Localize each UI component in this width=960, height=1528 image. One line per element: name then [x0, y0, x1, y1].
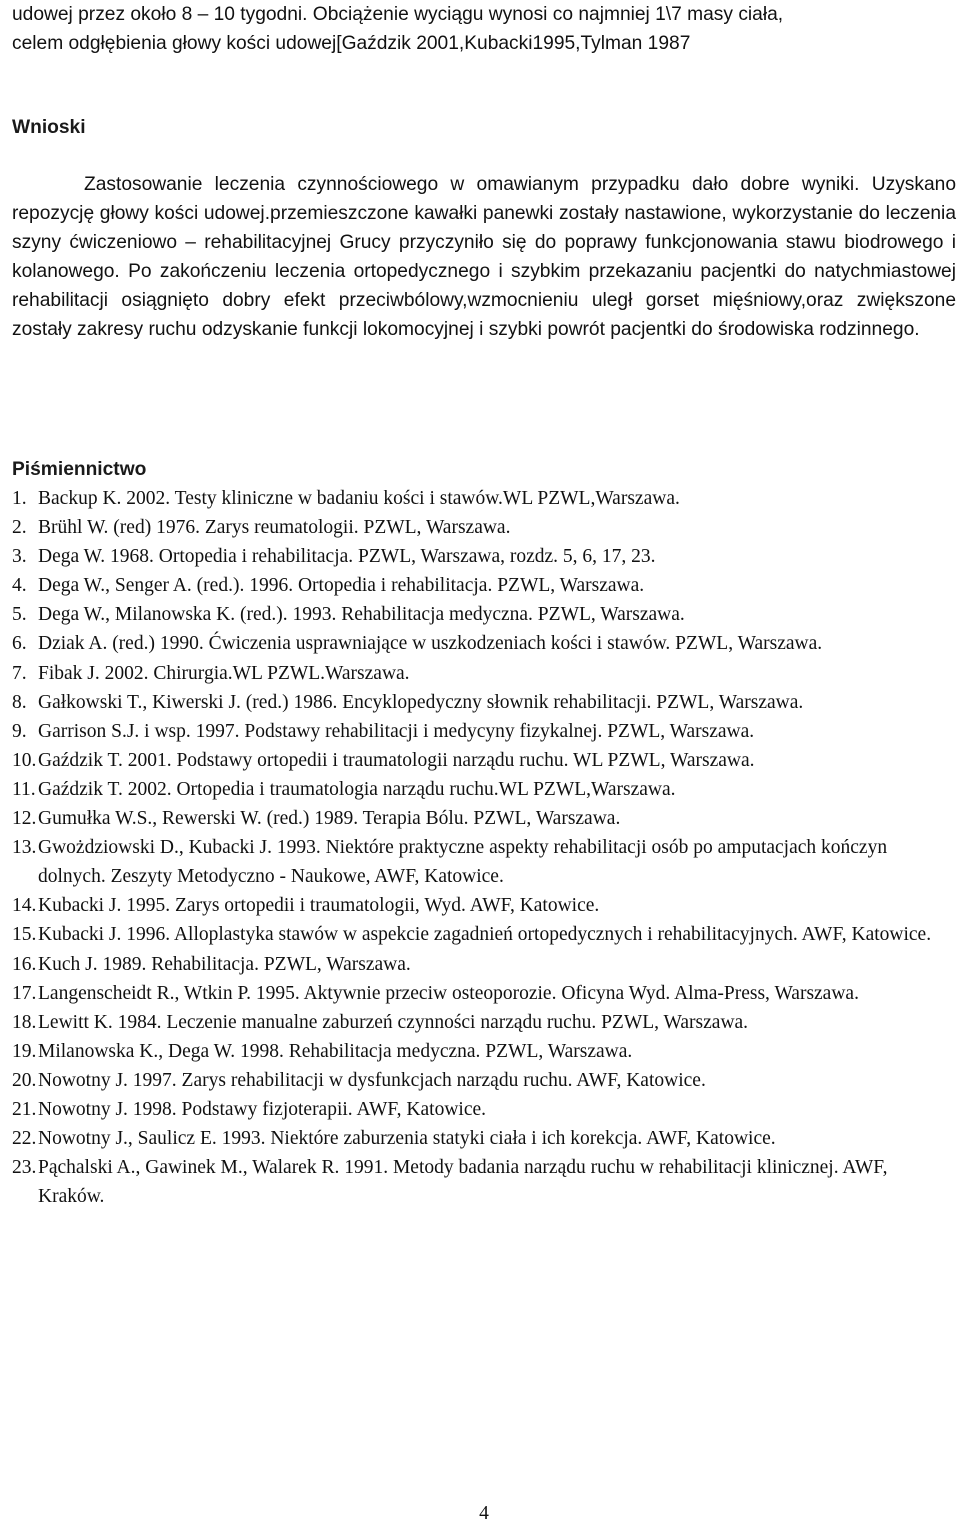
reference-text: Dega W., Senger A. (red.). 1996. Ortopedia i rehabilitacja. PZWL, Warszawa.: [38, 575, 645, 597]
reference-number: 4.: [12, 575, 27, 597]
reference-item: [12, 979, 956, 1008]
reference-number: 16.: [12, 953, 37, 975]
reference-text: Lewitt K. 1984. Leczenie manualne zaburzeń czynności narządu ruchu. PZWL, Warszawa.: [38, 1011, 749, 1033]
reference-number: 20.: [12, 1069, 37, 1091]
reference-item: [12, 1008, 956, 1037]
reference-text: Nowotny J. 1997. Zarys rehabilitacji w dysfunkcjach narządu ruchu. AWF, Katowice.: [38, 1069, 706, 1091]
reference-text: Dega W., Milanowska K. (red.). 1993. Rehabilitacja medyczna. PZWL, Warszawa.: [38, 604, 685, 626]
reference-number: 6.: [12, 633, 27, 655]
reference-text: Nowotny J., Saulicz E. 1993. Niektóre zaburzenia statyki ciała i ich korekcja. AWF, Katowice.: [38, 1128, 776, 1150]
reference-number: 7.: [12, 662, 27, 684]
reference-item: [12, 1066, 956, 1095]
reference-text: Gaździk T. 2001. Podstawy ortopedii i traumatologii narządu ruchu. WL PZWL, Warszawa.: [38, 749, 755, 771]
reference-number: 23.: [12, 1157, 37, 1179]
reference-item: [12, 833, 956, 891]
reference-text: Gałkowski T., Kiwerski J. (red.) 1986. Encyklopedyczny słownik rehabilitacji. PZWL, Warszawa.: [38, 691, 804, 713]
reference-item: [12, 717, 956, 746]
reference-item: [12, 1037, 956, 1066]
intro-text: [12, 0, 956, 58]
reference-text: Pąchalski A., Gawinek M., Walarek R. 1991. Metody badania narządu ruchu w rehabilitacji klinicznej. AWF, Kraków.: [38, 1157, 888, 1208]
reference-number: 17.: [12, 982, 37, 1004]
reference-item: [12, 891, 956, 920]
conclusions-text: Zastosowanie leczenia czynnościowego w omawianym przypadku dało dobre wyniki. Uzyskano repozycję głowy kości udowej.przemieszczone kawałki panewki zostały nastawione, wykorzystanie do leczenia szyny ćwiczeniowo – rehabilitacyjnej Grucy przyczyniło się do poprawy funkcjonowania stawu biodrowego i kolanowego. Po zakończeniu leczenia ortopedycznego i szybkim przekazaniu pacjentki do natychmiastowej rehabilitacji osiągnięto dobry efekt przeciwbólowy,wzmocnieniu uległ gorset mięśniowy,oraz zwiększone zostały zakresy ruchu odzyskanie funkcji lokomocyjnej i szybki powrót pacjentki do środowiska rodzinnego.: [12, 174, 956, 340]
reference-text: Garrison S.J. i wsp. 1997. Podstawy rehabilitacji i medycyny fizykalnej. PZWL, Warszawa.: [38, 720, 755, 742]
reference-text: Nowotny J. 1998. Podstawy fizjoterapii. AWF, Katowice.: [38, 1098, 487, 1120]
reference-number: 13.: [12, 837, 37, 859]
reference-text: Brühl W. (red) 1976. Zarys reumatologii. PZWL, Warszawa.: [38, 517, 511, 539]
reference-item: [12, 920, 956, 949]
reference-item: [12, 571, 956, 600]
reference-text: Fibak J. 2002. Chirurgia.WL PZWL.Warszawa.: [38, 662, 410, 684]
reference-item: [12, 659, 956, 688]
reference-text: Kubacki J. 1996. Alloplastyka stawów w aspekcie zagadnień ortopedycznych i rehabilitacyjnych. AWF, Katowice.: [38, 924, 932, 946]
reference-item: [12, 542, 956, 571]
reference-item: [12, 513, 956, 542]
reference-number: 19.: [12, 1040, 37, 1062]
reference-number: 5.: [12, 604, 27, 626]
reference-number: 9.: [12, 720, 27, 742]
reference-number: 3.: [12, 546, 27, 568]
reference-text: Dziak A. (red.) 1990. Ćwiczenia usprawniające w uszkodzeniach kości i stawów. PZWL, Warszawa.: [38, 633, 823, 655]
reference-item: [12, 1153, 956, 1211]
reference-number: 18.: [12, 1011, 37, 1033]
literature-heading: Piśmiennictwo: [12, 459, 147, 480]
reference-number: 8.: [12, 691, 27, 713]
reference-number: 11.: [12, 778, 36, 800]
reference-list: [12, 484, 956, 1211]
reference-text: Kuch J. 1989. Rehabilitacja. PZWL, Warszawa.: [38, 953, 411, 975]
reference-item: [12, 775, 956, 804]
reference-number: 12.: [12, 808, 37, 830]
reference-item: [12, 629, 956, 658]
reference-item: [12, 1124, 956, 1153]
reference-number: 1.: [12, 488, 27, 509]
reference-item: [12, 950, 956, 979]
reference-number: 10.: [12, 749, 37, 771]
reference-text: Kubacki J. 1995. Zarys ortopedii i traumatologii, Wyd. AWF, Katowice.: [38, 895, 600, 917]
reference-item: [12, 804, 956, 833]
reference-number: 2.: [12, 517, 27, 539]
conclusions-heading: Wnioski: [12, 117, 86, 138]
reference-text: Dega W. 1968. Ortopedia i rehabilitacja. PZWL, Warszawa, rozdz. 5, 6, 17, 23.: [38, 546, 656, 568]
reference-number: 21.: [12, 1098, 37, 1120]
reference-item: [12, 1095, 956, 1124]
reference-number: 22.: [12, 1128, 37, 1150]
reference-text: Backup K. 2002. Testy kliniczne w badaniu kości i stawów.WL PZWL,Warszawa.: [38, 488, 680, 509]
conclusions-paragraph: [12, 170, 956, 344]
reference-text: Langenscheidt R., Wtkin P. 1995. Aktywnie przeciw osteoporozie. Oficyna Wyd. Alma-Press, Warszawa.: [38, 982, 859, 1004]
reference-text: Milanowska K., Dega W. 1998. Rehabilitacja medyczna. PZWL, Warszawa.: [38, 1040, 633, 1062]
reference-item: [12, 746, 956, 775]
reference-item: [12, 688, 956, 717]
reference-text: Gumułka W.S., Rewerski W. (red.) 1989. Terapia Bólu. PZWL, Warszawa.: [38, 808, 621, 830]
reference-number: 15.: [12, 924, 37, 946]
page-number: 4: [479, 1503, 489, 1524]
intro-line-1: udowej przez około 8 – 10 tygodni. Obciążenie wyciągu wynosi co najmniej 1\7 masy ciała,: [12, 4, 784, 25]
reference-number: 14.: [12, 895, 37, 917]
intro-line-2: celem odgłębienia głowy kości udowej[Gaździk 2001,Kubacki1995,Tylman 1987: [12, 33, 691, 54]
reference-item: [12, 484, 956, 513]
reference-text: Gwożdziowski D., Kubacki J. 1993. Niektóre praktyczne aspekty rehabilitacji osób po amputacjach kończyn dolnych. Zeszyty Metodyczno - Naukowe, AWF, Katowice.: [38, 837, 888, 888]
reference-item: [12, 600, 956, 629]
reference-text: Gaździk T. 2002. Ortopedia i traumatologia narządu ruchu.WL PZWL,Warszawa.: [38, 778, 676, 800]
